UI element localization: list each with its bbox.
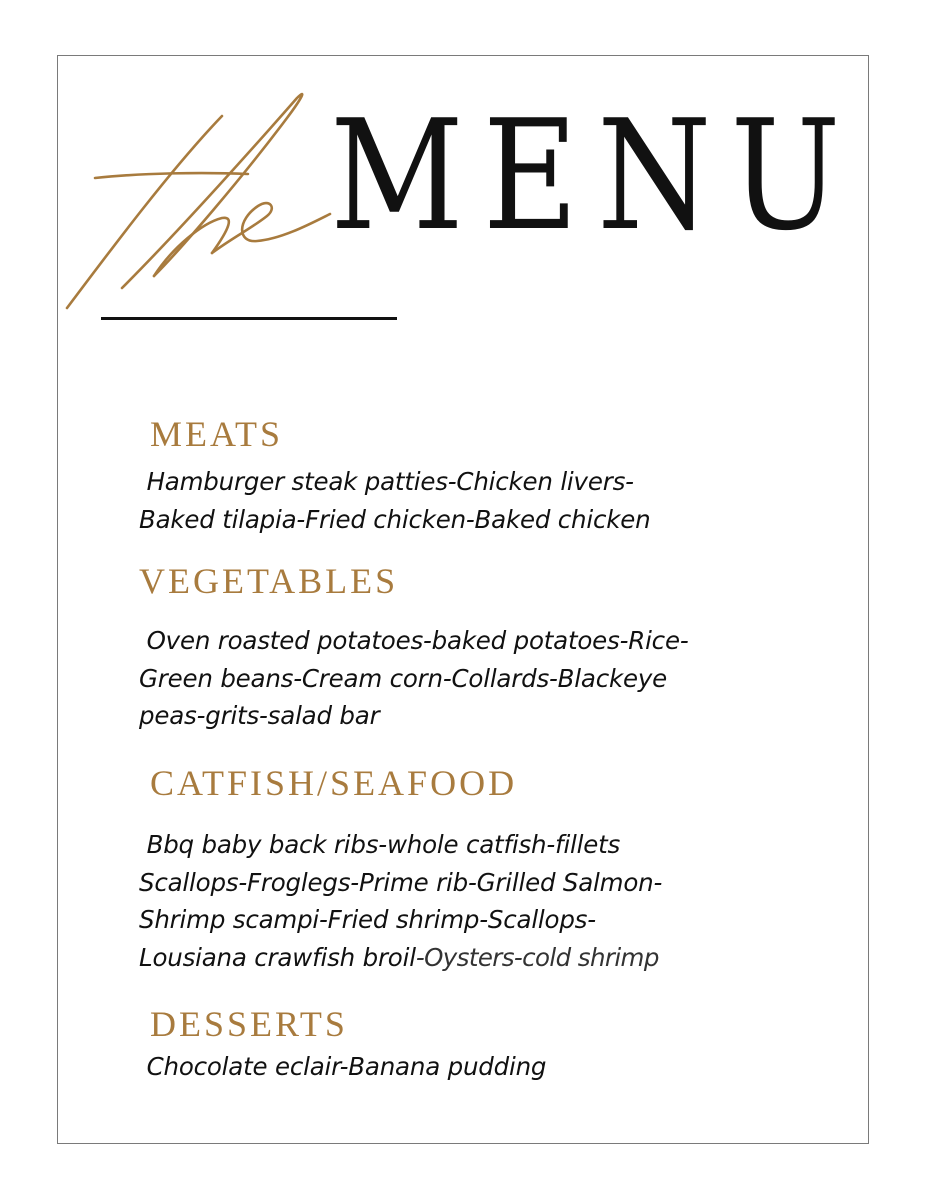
section-body-vegetables: [139, 622, 688, 735]
title-divider: [101, 317, 397, 320]
section-title-meats: MEATS: [150, 414, 284, 454]
seafood-line-4: [139, 939, 662, 977]
seafood-line-4-main: Lousiana crawfish broil: [139, 942, 416, 972]
section-title-vegetables: VEGETABLES: [139, 561, 399, 601]
vegetables-line-2: Green beans-Cream corn-Collards-Blackeye: [139, 663, 667, 693]
seafood-line-2: Scallops-Froglegs-Prime rib-Grilled Salmon-: [139, 867, 663, 897]
seafood-line-4-light: -Oysters-cold shrimp: [415, 942, 659, 972]
section-title-seafood: CATFISH/SEAFOOD: [150, 763, 518, 803]
section-body-desserts: [139, 1048, 546, 1086]
vegetables-line-3: peas-grits-salad bar: [139, 701, 380, 730]
script-the-logo: [62, 88, 342, 318]
vegetables-line-1: Oven roasted potatoes-baked potatoes-Rice-: [139, 626, 689, 655]
menu-title: MENU: [330, 87, 860, 264]
meats-line-1: Hamburger steak patties-Chicken livers-: [139, 467, 634, 496]
section-title-desserts: DESSERTS: [150, 1004, 348, 1044]
section-body-meats: [139, 463, 650, 538]
meats-line-2: Baked tilapia-Fried chicken-Baked chicken: [139, 504, 651, 534]
seafood-line-3: Shrimp scampi-Fried shrimp-Scallops-: [139, 905, 596, 934]
section-body-seafood: [139, 826, 662, 976]
seafood-line-1: Bbq baby back ribs-whole catfish-fillets: [139, 830, 621, 859]
desserts-line-1: Chocolate eclair-Banana pudding: [139, 1052, 547, 1081]
